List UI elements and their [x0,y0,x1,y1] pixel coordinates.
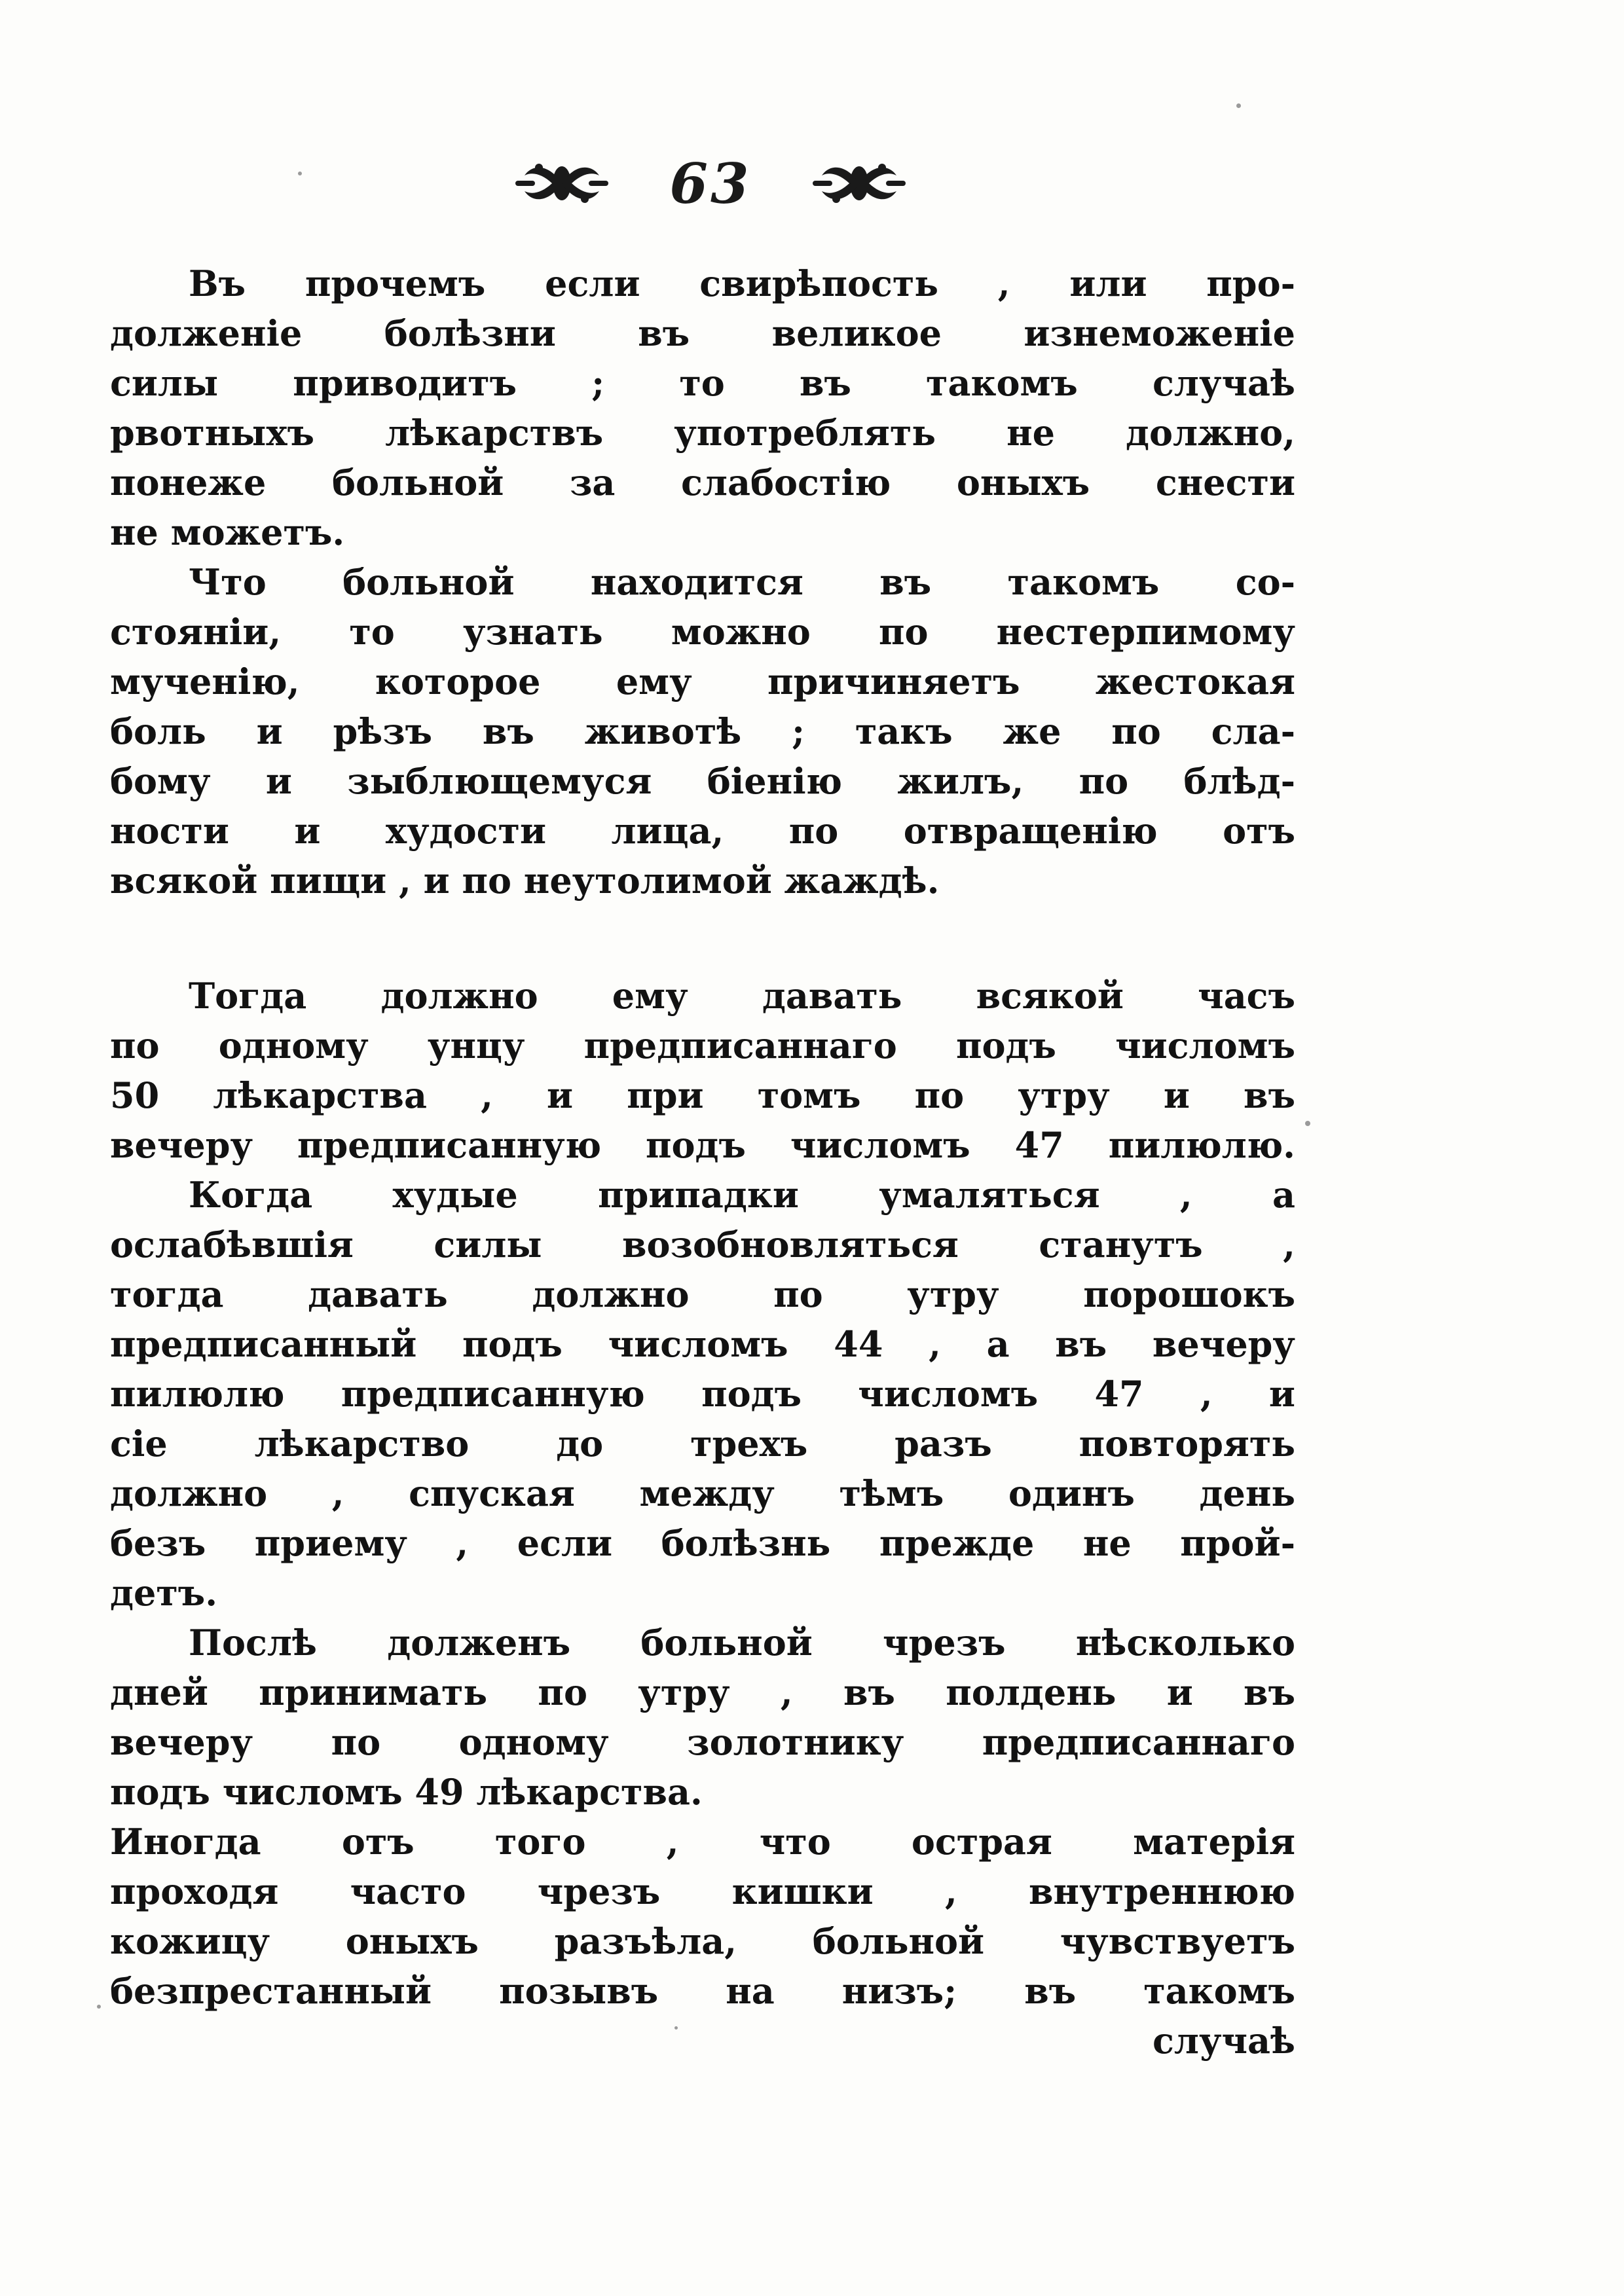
page-body-text [110,259,1295,2066]
text-line: всякой пищи , и по неутолимой жаждѣ. [110,860,940,902]
text-line: 50 лѣкарства , и при томъ по утру и въ [110,1074,1295,1116]
text-line: мученію, которое ему причиняетъ жестокая [110,661,1295,702]
scan-speck [1236,103,1241,108]
text-line: Когда худые припадки умаляться , а [189,1174,1295,1216]
text-line: боль и рѣзъ въ животѣ ; такъ же по сла- [110,710,1295,752]
scan-speck [298,172,302,175]
text-line: тогда давать должно по утру порошокъ [110,1273,1295,1315]
text-line: не можетъ. [110,511,345,553]
text-line: ности и худости лица, по отвращенію отъ [110,810,1295,852]
text-line: понеже больной за слабостію оныхъ снести [110,462,1295,503]
text-line: вечеру предписанную подъ числомъ 47 пилюлю. [110,1124,1295,1166]
paragraph-gap [110,905,1295,971]
catchword: случаѣ [1152,2020,1295,2062]
text-line: Что больной находится въ такомъ со- [189,561,1295,603]
text-line: долженіе болѣзни въ великое изнеможеніе [110,312,1295,354]
text-line: детъ. [110,1572,218,1614]
text-line: по одному унцу предписаннаго подъ числомъ [110,1025,1295,1066]
text-line: Послѣ долженъ больной чрезъ нѣсколько [189,1622,1295,1664]
text-line: Въ прочемъ если свирѣпость , или про- [189,263,1295,304]
text-line: вечеру по одному золотнику предписаннаго [110,1721,1295,1763]
text-line: силы приводитъ ; то въ такомъ случаѣ [110,362,1295,404]
text-line: безъ приему , если болѣзнь прежде не прой- [110,1522,1295,1564]
scan-speck [1305,1121,1310,1126]
page-header [0,141,1421,226]
text-line: ослабѣвшія силы возобновляться станутъ , [110,1224,1295,1266]
text-line: кожицу оныхъ разъѣла, больной чувствуетъ [110,1920,1295,1962]
text-line: бому и зыблющемуся біенію жилъ, по блѣд- [110,760,1295,802]
text-line: подъ числомъ 49 лѣкарства. [110,1771,703,1813]
text-line: сіе лѣкарство до трехъ разъ повторять [110,1423,1295,1465]
text-line: Тогда должно ему давать всякой часъ [189,975,1295,1017]
page-number: 63 [669,151,752,216]
text-line: проходя часто чрезъ кишки , внутреннюю [110,1870,1295,1912]
text-line: предписанный подъ числомъ 44 , а въ вечеру [110,1323,1295,1365]
text-line: безпрестанный позывъ на низъ; въ такомъ [110,1970,1295,2012]
scan-speck [674,2026,678,2030]
text-line: рвотныхъ лѣкарствъ употреблять не должно, [110,412,1295,454]
text-line: пилюлю предписанную подъ числомъ 47 , и [110,1373,1295,1415]
text-line: стояніи, то узнать можно по нестерпимому [110,611,1295,653]
text-line: дней принимать по утру , въ полдень и въ [110,1671,1295,1713]
fleuron-ornament-right [810,157,908,210]
fleuron-ornament-left [513,157,611,210]
text-line: должно , спуская между тѣмъ одинъ день [110,1472,1295,1514]
scan-speck [97,2005,101,2009]
text-line: Иногда отъ того , что острая матерія [110,1821,1295,1863]
